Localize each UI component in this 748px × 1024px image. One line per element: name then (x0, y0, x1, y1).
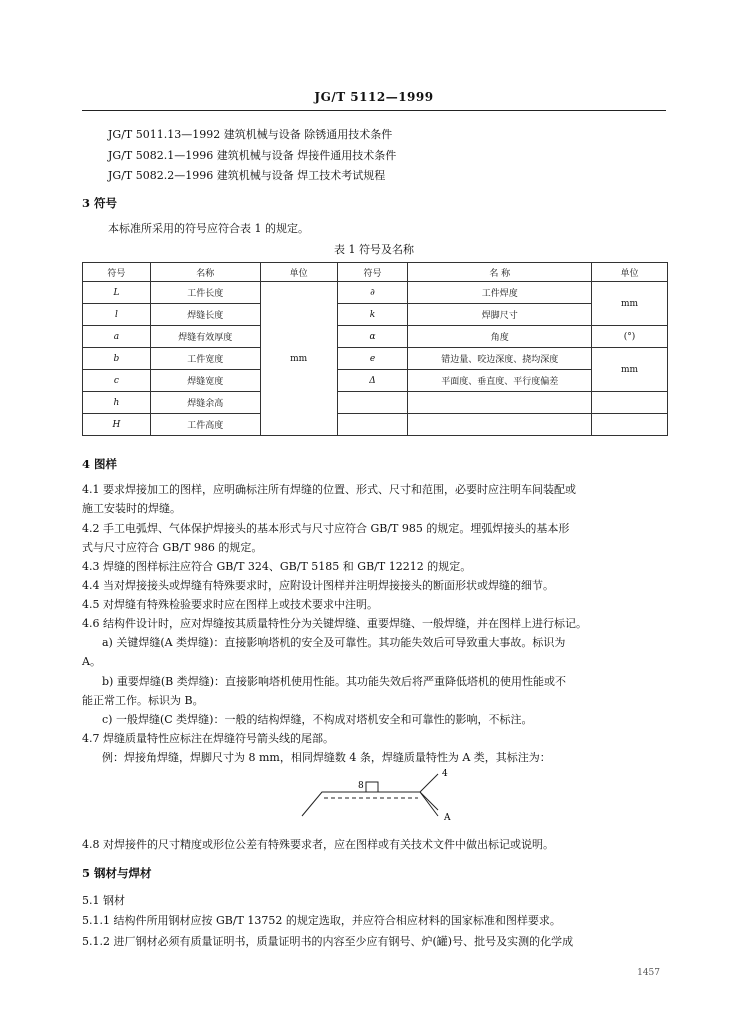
symbol-cell: h (83, 392, 151, 414)
reference-1: JG/T 5011.13—1992 建筑机械与设备 除锈通用技术条件 (108, 128, 393, 141)
symbol-cell (337, 392, 408, 414)
name-cell: 焊缝长度 (150, 304, 260, 326)
arrow-line-upper (420, 774, 438, 792)
reference-3: JG/T 5082.2—1996 建筑机械与设备 焊工技术考试规程 (108, 169, 386, 182)
symbol-cell: l (83, 304, 151, 326)
table-row (83, 282, 668, 304)
unit-cell-right: (°) (592, 326, 668, 348)
header-cell: 符号 (83, 263, 151, 282)
para-4-1: 4.1 要求焊接加工的图样，应明确标注所有焊缝的位置、形式、尺寸和范围，必要时应注明车间装配或 (82, 483, 576, 496)
para-4-2-cont: 式与尺寸应符合 GB/T 986 的规定。 (82, 541, 263, 554)
page-header: JG/T 5112—1999 (314, 90, 434, 104)
header-cell: 符号 (337, 263, 408, 282)
header-cell: 名称 (150, 263, 260, 282)
reference-2: JG/T 5082.1—1996 建筑机械与设备 焊接件通用技术条件 (108, 149, 397, 162)
name-cell: 工件焊度 (408, 282, 592, 304)
symbol-cell: L (83, 282, 151, 304)
table-row (83, 326, 668, 348)
symbol-cell: α (337, 326, 408, 348)
name-cell: 焊脚尺寸 (408, 304, 592, 326)
para-4-6-a: a) 关键焊缝(A 类焊缝)：直接影响塔机的安全及可靠性。其功能失效后可导致重大事故。标识为 (102, 636, 566, 649)
para-4-6: 4.6 结构件设计时，应对焊缝按其质量特性分为关键焊缝、重要焊缝、一般焊缝，并在图样上进行标记。 (82, 617, 587, 630)
subsection-5-1: 5.1 钢材 (82, 894, 125, 907)
table-row (83, 348, 668, 370)
para-4-6-b-cont: 能正常工作。标识为 B。 (82, 694, 204, 707)
table-row (83, 392, 668, 414)
name-cell: 错边量、咬边深度、挠均深度 (408, 348, 592, 370)
symbol-cell: k (337, 304, 408, 326)
para-5-1-1: 5.1.1 结构件所用钢材应按 GB/T 13752 的规定选取，并应符合相应材料的国家标准和图样要求。 (82, 914, 561, 927)
table-header-row (83, 263, 668, 282)
para-4-4: 4.4 当对焊接接头或焊缝有特殊要求时，应附设计图样并注明焊接接头的断面形状或焊缝的细节。 (82, 579, 554, 592)
name-cell: 焊缝余高 (150, 392, 260, 414)
name-cell (408, 392, 592, 414)
para-5-1-2: 5.1.2 进厂钢材必须有质量证明书，质量证明书的内容至少应有钢号、炉(罐)号、批号及实测的化学成 (82, 935, 574, 948)
para-4-7: 4.7 焊缝质量特性应标注在焊缝符号箭头线的尾部。 (82, 732, 334, 745)
symbol-cell: e (337, 348, 408, 370)
table-row (83, 304, 668, 326)
para-4-6-b: b) 重要焊缝(B 类焊缝)：直接影响塔机使用性能。其功能失效后将严重降低塔机的使用性能或不 (102, 675, 566, 688)
name-cell: 焊缝宽度 (150, 370, 260, 392)
symbol-cell: ∂ (337, 282, 408, 304)
symbol-table (82, 262, 668, 436)
fig-label-A: A (444, 813, 451, 823)
symbol-cell (337, 414, 408, 436)
name-cell: 角度 (408, 326, 592, 348)
symbol-cell: H (83, 414, 151, 436)
name-cell: 焊缝有效厚度 (150, 326, 260, 348)
name-cell: 工件高度 (150, 414, 260, 436)
unit-cell-right: mm (592, 282, 668, 326)
table-caption: 表 1 符号及名称 (334, 243, 414, 256)
unit-cell-left: mm (260, 282, 337, 436)
para-4-2: 4.2 手工电弧焊、气体保护焊接头的基本形式与尺寸应符合 GB/T 985 的规定。埋弧焊接头的基本形 (82, 522, 570, 535)
symbol-cell: b (83, 348, 151, 370)
unit-cell-right (592, 414, 668, 436)
para-4-6-c: c) 一般焊缝(C 类焊缝)：一般的结构焊缝，不构成对塔机安全和可靠性的影响，不标注。 (102, 713, 533, 726)
arrow-line-lower (420, 792, 438, 810)
para-4-8: 4.8 对焊接件的尺寸精度或形位公差有特殊要求者，应在图样或有关技术文件中做出标记或说明。 (82, 838, 554, 851)
table-row (83, 370, 668, 392)
name-cell: 平面度、垂直度、平行度偏差 (408, 370, 592, 392)
para-4-3: 4.3 焊缝的图样标注应符合 GB/T 324、GB/T 5185 和 GB/T 12212 的规定。 (82, 560, 472, 573)
para-4-5: 4.5 对焊缝有特殊检验要求时应在图样上或技术要求中注明。 (82, 598, 378, 611)
symbol-cell: c (83, 370, 151, 392)
header-rule (82, 110, 666, 111)
section-3-intro: 本标准所采用的符号应符合表 1 的规定。 (108, 222, 309, 235)
page-number: 1457 (637, 968, 660, 978)
weld-outline (302, 792, 438, 816)
symbol-cell: a (83, 326, 151, 348)
unit-cell-right (592, 392, 668, 414)
section-4-title: 4 图样 (82, 457, 118, 471)
para-4-7-example: 例：焊接角焊缝，焊脚尺寸为 8 mm，相同焊缝数 4 条，焊缝质量特性为 A 类，其标注为： (102, 751, 551, 764)
section-5-title: 5 钢材与焊材 (82, 866, 152, 880)
header-cell: 单位 (592, 263, 668, 282)
name-cell: 工件宽度 (150, 348, 260, 370)
name-cell (408, 414, 592, 436)
para-4-6-a-cont: A。 (82, 655, 101, 668)
name-cell: 工件长度 (150, 282, 260, 304)
section-3-title: 3 符号 (82, 196, 118, 210)
fig-label-8: 8 (358, 781, 364, 791)
unit-cell-right: mm (592, 348, 668, 392)
fig-label-4: 4 (442, 769, 448, 779)
header-cell: 单位 (260, 263, 337, 282)
table-row (83, 414, 668, 436)
weld-symbol-figure (300, 768, 470, 828)
weld-symbol-box (366, 782, 378, 792)
symbol-cell: Δ (337, 370, 408, 392)
header-cell: 名 称 (408, 263, 592, 282)
para-4-1-cont: 施工安装时的焊缝。 (82, 502, 181, 515)
